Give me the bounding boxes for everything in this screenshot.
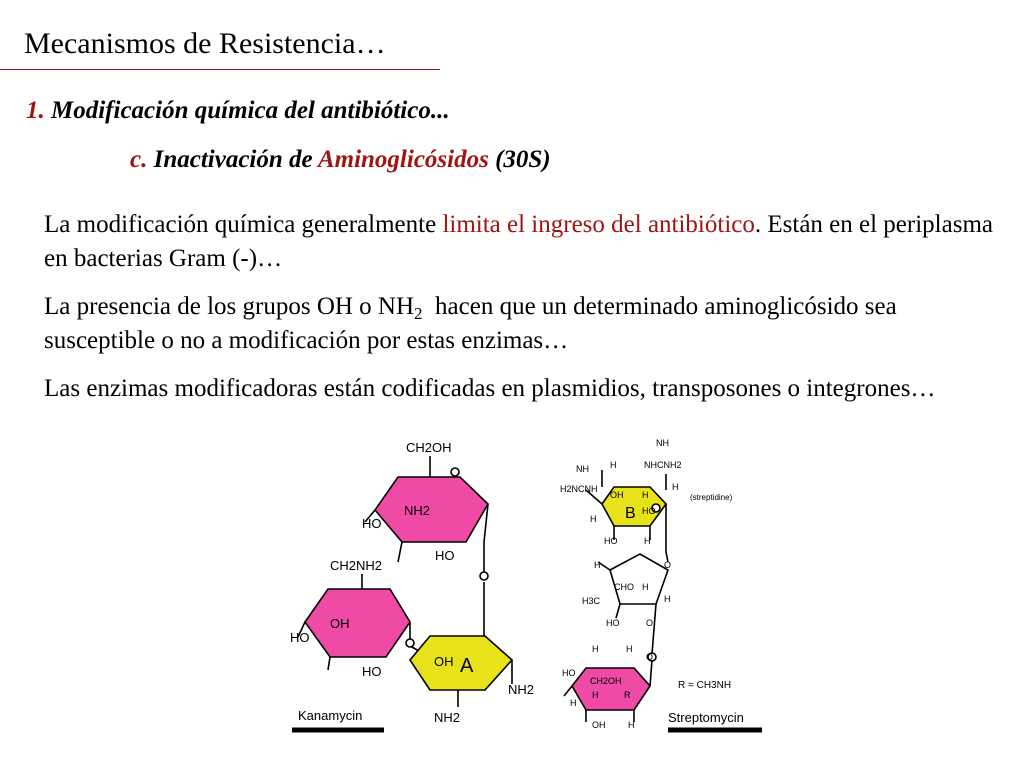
ring-a-oh-label: OH bbox=[434, 654, 454, 669]
ring-a-nh2-right: NH2 bbox=[508, 682, 535, 697]
paragraph-1-highlight: limita el ingreso del antibiótico bbox=[442, 211, 755, 238]
kanamycin-oh-label: OH bbox=[330, 616, 350, 631]
heading-2 bbox=[130, 143, 551, 177]
paragraph-1-after: . Están en el periplasma en bacterias Gram (-)… bbox=[44, 211, 993, 272]
strepto-bottom-h-2: H bbox=[592, 690, 599, 700]
strepto-mid-o: O bbox=[664, 560, 672, 570]
title-underline bbox=[0, 69, 440, 70]
heading-1 bbox=[26, 94, 450, 128]
strepto-bottom-r: R bbox=[624, 690, 631, 700]
heading-1-text: Modificación química del antibiótico... bbox=[51, 97, 450, 124]
strepto-mid-h-3: H bbox=[664, 594, 671, 604]
strepto-nh-top: NH bbox=[656, 438, 669, 448]
strepto-mid-ho: HO bbox=[606, 618, 620, 628]
strepto-bottom-ho: HO bbox=[562, 668, 576, 678]
kanamycin-ch2oh-label: CH2OH bbox=[406, 440, 452, 455]
strepto-nh-left: NH bbox=[576, 464, 589, 474]
strepto-h3c: H3C bbox=[582, 596, 601, 606]
strepto-nhcnh2: NHCNH2 bbox=[644, 460, 682, 470]
paragraph-2-subscript: 2 bbox=[414, 304, 423, 323]
kanamycin-nh2-label: NH2 bbox=[404, 503, 431, 518]
strepto-ho-bottom: HO bbox=[604, 536, 618, 546]
strepto-bottom-o: O bbox=[646, 652, 654, 662]
strepto-bottom-oh: OH bbox=[592, 720, 606, 730]
paragraph-2-before: La presencia de los grupos OH o NH bbox=[44, 293, 415, 320]
strepto-ho-b: HO bbox=[642, 506, 656, 516]
strepto-h-3: H bbox=[672, 482, 679, 492]
paragraph-1-before: La modificación química generalmente bbox=[44, 211, 437, 238]
streptomycin-caption: Streptomycin bbox=[668, 710, 744, 725]
heading-2-letter: c. bbox=[130, 146, 148, 173]
heading-2-text-after: (30S) bbox=[495, 146, 551, 173]
paragraph-3: Las enzimas modificadoras están codificadas en plasmidios, transposones o integrones… bbox=[44, 375, 936, 402]
strepto-oh: OH bbox=[610, 490, 624, 500]
kanamycin-top-ho-left: HO bbox=[362, 516, 382, 531]
ring-a-nh2-bottom: NH2 bbox=[434, 710, 461, 725]
paragraph-1 bbox=[44, 208, 1009, 276]
strepto-bottom-h-1: H bbox=[592, 644, 599, 654]
strepto-mid-h-2: H bbox=[642, 582, 649, 592]
strepto-cho: CHO bbox=[614, 582, 634, 592]
slide-title: Mecanismos de Resistencia… bbox=[24, 27, 386, 60]
heading-1-number: 1. bbox=[26, 97, 45, 124]
strepto-mid-h-1: H bbox=[594, 560, 601, 570]
strepto-bottom-h-3: H bbox=[570, 698, 577, 708]
kanamycin-caption: Kanamycin bbox=[298, 708, 363, 723]
strepto-bottom-ch2oh: CH2OH bbox=[590, 676, 622, 686]
strepto-bottom-h-4: H bbox=[628, 720, 635, 730]
strepto-h-2: H bbox=[642, 490, 649, 500]
aminoglycoside-structures-figure bbox=[280, 432, 780, 768]
paragraph-2 bbox=[44, 290, 1009, 358]
strepto-h-1: H bbox=[610, 460, 617, 470]
strepto-h-4: H bbox=[590, 514, 597, 524]
streptidine-label: (streptidine) bbox=[690, 493, 733, 502]
r-definition: R = CH3NH bbox=[678, 680, 732, 691]
strepto-mid-o-2: O bbox=[646, 618, 654, 628]
strepto-bottom-h-5: H bbox=[626, 644, 633, 654]
kanamycin-left-ho-bottom: HO bbox=[362, 664, 382, 679]
kanamycin-top-ho-bottom: HO bbox=[435, 548, 455, 563]
strepto-h-5: H bbox=[644, 536, 651, 546]
paragraph-2-after: hacen que un determinado aminoglicósido sea susceptible o no a modificación por estas enzimas… bbox=[44, 293, 897, 354]
kanamycin-ch2nh2-label: CH2NH2 bbox=[330, 558, 383, 573]
ring-b-label: B bbox=[625, 505, 636, 522]
heading-2-highlight: Aminoglicósidos bbox=[317, 146, 489, 173]
heading-2-text-before: Inactivación de bbox=[153, 146, 313, 173]
kanamycin-left-ho: HO bbox=[290, 630, 310, 645]
structures-drawing bbox=[280, 432, 780, 768]
strepto-h2ncnh: H2NCNH bbox=[560, 484, 598, 494]
ring-a-label: A bbox=[460, 655, 474, 677]
